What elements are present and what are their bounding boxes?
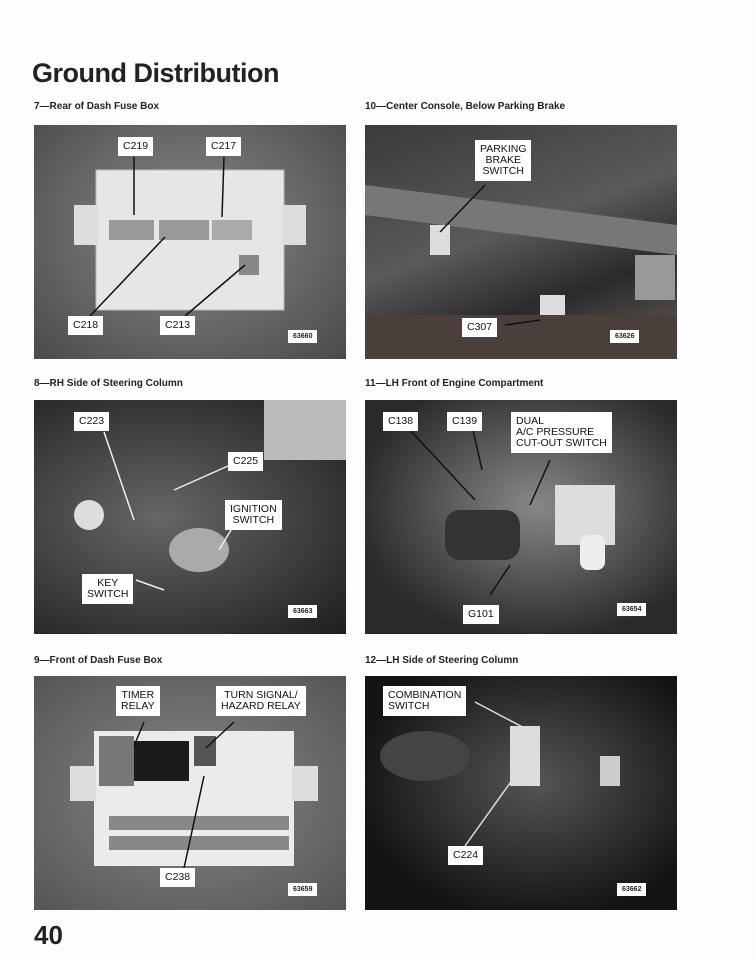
photo-front-dash-fuse-box xyxy=(34,676,346,910)
label-c219: C219 xyxy=(118,137,153,156)
label-timer-relay: TIMER RELAY xyxy=(116,686,160,716)
page-number: 40 xyxy=(34,920,63,950)
caption-10: 10—Center Console, Below Parking Brake xyxy=(365,101,566,112)
label-c218: C218 xyxy=(68,316,103,335)
page-title: Ground Distribution xyxy=(32,58,279,88)
photo-number: 63662 xyxy=(617,883,646,896)
photo-number: 63663 xyxy=(288,605,317,618)
label-combination-switch: COMBINATION SWITCH xyxy=(383,686,466,716)
label-c224: C224 xyxy=(448,846,483,865)
caption-9: 9—Front of Dash Fuse Box xyxy=(34,655,163,666)
label-c225: C225 xyxy=(228,452,263,471)
caption-7: 7—Rear of Dash Fuse Box xyxy=(34,101,160,112)
caption-12: 12—LH Side of Steering Column xyxy=(365,655,519,666)
label-dual-ac-pressure-cut-out-switch: DUAL A/C PRESSURE CUT-OUT SWITCH xyxy=(511,412,612,453)
label-c238: C238 xyxy=(160,868,195,887)
photo-number: 63660 xyxy=(288,330,317,343)
photo-center-console xyxy=(365,125,677,359)
label-c138: C138 xyxy=(383,412,418,431)
label-c223: C223 xyxy=(74,412,109,431)
label-c217: C217 xyxy=(206,137,241,156)
label-parking-brake-switch: PARKING BRAKE SWITCH xyxy=(475,140,531,181)
label-key-switch: KEY SWITCH xyxy=(82,574,133,604)
photo-illustration xyxy=(34,400,346,634)
photo-number: 63626 xyxy=(610,330,639,343)
label-c139: C139 xyxy=(447,412,482,431)
caption-8: 8—RH Side of Steering Column xyxy=(34,378,183,389)
photo-lh-engine-compartment xyxy=(365,400,677,634)
label-turn-signal-hazard-relay: TURN SIGNAL/ HAZARD RELAY xyxy=(216,686,306,716)
label-c213: C213 xyxy=(160,316,195,335)
photo-number: 63659 xyxy=(288,883,317,896)
caption-11: 11—LH Front of Engine Compartment xyxy=(365,378,544,389)
photo-lh-steering-column xyxy=(365,676,677,910)
label-ignition-switch: IGNITION SWITCH xyxy=(225,500,282,530)
photo-number: 63654 xyxy=(617,603,646,616)
photo-rh-steering-column xyxy=(34,400,346,634)
label-c307: C307 xyxy=(462,318,497,337)
photo-rear-dash-fuse-box xyxy=(34,125,346,359)
label-g101: G101 xyxy=(463,605,499,624)
